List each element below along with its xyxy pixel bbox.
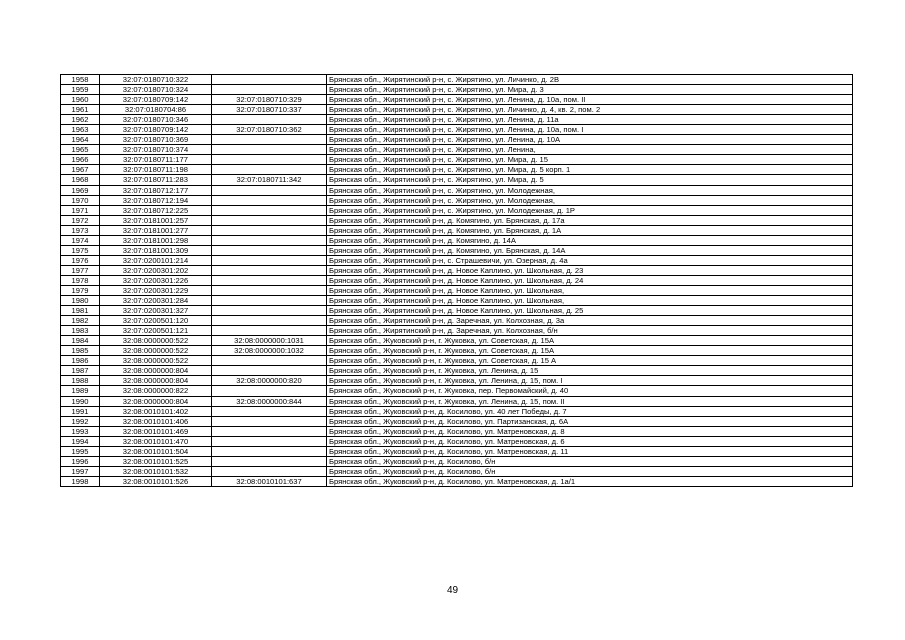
- cadastral-number-cell: 32:07:0180711:283: [100, 175, 212, 185]
- cadastral-number-cell: 32:07:0200301:229: [100, 285, 212, 295]
- cadastral-number-cell: 32:08:0010101:526: [100, 476, 212, 486]
- cadastral-number-cell: 32:07:0200101:214: [100, 255, 212, 265]
- row-number-cell: 1981: [61, 306, 100, 316]
- cadastral-number-cell: 32:08:0010101:525: [100, 456, 212, 466]
- table-row: [61, 466, 853, 476]
- row-number-cell: 1972: [61, 215, 100, 225]
- address-cell: Брянская обл., Жирятинский р-н, с. Жирятино, ул. Молодежная, д. 1Р: [327, 205, 853, 215]
- table-row: [61, 105, 853, 115]
- cadastral-number-cell: 32:07:0180709:142: [100, 125, 212, 135]
- parent-cadastral-number-cell: [212, 155, 327, 165]
- row-number-cell: 1994: [61, 436, 100, 446]
- cadastral-number-cell: 32:07:0200501:121: [100, 326, 212, 336]
- cadastral-number-cell: 32:08:0010101:402: [100, 406, 212, 416]
- table-row: [61, 265, 853, 275]
- parent-cadastral-number-cell: 32:08:0000000:1031: [212, 336, 327, 346]
- table-row: [61, 426, 853, 436]
- address-cell: Брянская обл., Жирятинский р-н, с. Жирятино, ул. Ленина,: [327, 145, 853, 155]
- row-number-cell: 1962: [61, 115, 100, 125]
- address-cell: Брянская обл., Жирятинский р-н, с. Жирятино, ул. Мира, д. 15: [327, 155, 853, 165]
- cadastral-number-cell: 32:07:0180712:225: [100, 205, 212, 215]
- parent-cadastral-number-cell: [212, 115, 327, 125]
- row-number-cell: 1987: [61, 366, 100, 376]
- parent-cadastral-number-cell: [212, 275, 327, 285]
- parent-cadastral-number-cell: [212, 145, 327, 155]
- address-cell: Брянская обл., Жуковский р-н, д. Косилово, ул. Матреновская, д. 11: [327, 446, 853, 456]
- parent-cadastral-number-cell: [212, 235, 327, 245]
- table-row: [61, 245, 853, 255]
- row-number-cell: 1990: [61, 396, 100, 406]
- cadastral-number-cell: 32:07:0200301:226: [100, 275, 212, 285]
- row-number-cell: 1977: [61, 265, 100, 275]
- address-cell: Брянская обл., Жуковский р-н, г. Жуковка, ул. Советская, д. 15А: [327, 336, 853, 346]
- table-row: [61, 356, 853, 366]
- parent-cadastral-number-cell: [212, 386, 327, 396]
- table-row: [61, 346, 853, 356]
- cadastral-number-cell: 32:07:0180712:194: [100, 195, 212, 205]
- address-cell: Брянская обл., Жуковский р-н, г. Жуковка, ул. Ленина, д. 15, пом. II: [327, 396, 853, 406]
- cadastral-number-cell: 32:08:0010101:470: [100, 436, 212, 446]
- parent-cadastral-number-cell: [212, 265, 327, 275]
- cadastral-number-cell: 32:08:0010101:406: [100, 416, 212, 426]
- cadastral-number-cell: 32:08:0000000:804: [100, 366, 212, 376]
- page-number: 49: [446, 585, 459, 596]
- address-cell: Брянская обл., Жирятинский р-н, с. Жирятино, ул. Молодежная,: [327, 195, 853, 205]
- row-number-cell: 1996: [61, 456, 100, 466]
- cadastral-number-cell: 32:07:0180709:142: [100, 95, 212, 105]
- table-row: [61, 205, 853, 215]
- parent-cadastral-number-cell: [212, 466, 327, 476]
- row-number-cell: 1997: [61, 466, 100, 476]
- row-number-cell: 1963: [61, 125, 100, 135]
- address-cell: Брянская обл., Жирятинский р-н, с. Жирятино, ул. Мира, д. 5 корп. 1: [327, 165, 853, 175]
- table-row: [61, 115, 853, 125]
- parent-cadastral-number-cell: [212, 326, 327, 336]
- table-row: [61, 215, 853, 225]
- row-number-cell: 1971: [61, 205, 100, 215]
- cadastral-number-cell: 32:08:0000000:822: [100, 386, 212, 396]
- address-cell: Брянская обл., Жирятинский р-н, с. Жирятино, ул. Ленина, д. 10А: [327, 135, 853, 145]
- row-number-cell: 1976: [61, 255, 100, 265]
- table-row: [61, 165, 853, 175]
- address-cell: Брянская обл., Жуковский р-н, г. Жуковка, пер. Первомайский, д. 40: [327, 386, 853, 396]
- row-number-cell: 1969: [61, 185, 100, 195]
- address-cell: Брянская обл., Жирятинский р-н, с. Жирятино, ул. Личинко, д. 2В: [327, 75, 853, 85]
- table-row: [61, 285, 853, 295]
- table-row: [61, 366, 853, 376]
- table-row: [61, 406, 853, 416]
- address-cell: Брянская обл., Жирятинский р-н, д. Комягино, ул. Брянская, д. 14А: [327, 245, 853, 255]
- cadastral-number-cell: 32:07:0180711:177: [100, 155, 212, 165]
- row-number-cell: 1979: [61, 285, 100, 295]
- table-row: [61, 296, 853, 306]
- address-cell: Брянская обл., Жирятинский р-н, с. Жирятино, ул. Мира, д. 3: [327, 85, 853, 95]
- parent-cadastral-number-cell: [212, 135, 327, 145]
- parent-cadastral-number-cell: 32:07:0180710:337: [212, 105, 327, 115]
- parent-cadastral-number-cell: [212, 195, 327, 205]
- parent-cadastral-number-cell: [212, 165, 327, 175]
- cadastral-number-cell: 32:07:0180704:86: [100, 105, 212, 115]
- parent-cadastral-number-cell: [212, 356, 327, 366]
- table-row: [61, 85, 853, 95]
- parent-cadastral-number-cell: 32:07:0180711:342: [212, 175, 327, 185]
- address-cell: Брянская обл., Жирятинский р-н, д. Новое Каплино, ул. Школьная, д. 24: [327, 275, 853, 285]
- table-row: [61, 235, 853, 245]
- parent-cadastral-number-cell: 32:08:0000000:1032: [212, 346, 327, 356]
- row-number-cell: 1966: [61, 155, 100, 165]
- parent-cadastral-number-cell: 32:08:0000000:844: [212, 396, 327, 406]
- cadastral-number-cell: 32:07:0180711:198: [100, 165, 212, 175]
- table-row: [61, 75, 853, 85]
- cadastral-number-cell: 32:08:0010101:532: [100, 466, 212, 476]
- row-number-cell: 1985: [61, 346, 100, 356]
- cadastral-number-cell: 32:07:0180710:324: [100, 85, 212, 95]
- table-row: [61, 225, 853, 235]
- address-cell: Брянская обл., Жирятинский р-н, с. Страшевичи, ул. Озерная, д. 4а: [327, 255, 853, 265]
- parent-cadastral-number-cell: [212, 205, 327, 215]
- row-number-cell: 1973: [61, 225, 100, 235]
- table-row: [61, 275, 853, 285]
- parent-cadastral-number-cell: [212, 316, 327, 326]
- table-row: [61, 255, 853, 265]
- parent-cadastral-number-cell: [212, 285, 327, 295]
- cadastral-number-cell: 32:07:0180710:346: [100, 115, 212, 125]
- row-number-cell: 1967: [61, 165, 100, 175]
- parent-cadastral-number-cell: [212, 296, 327, 306]
- parent-cadastral-number-cell: [212, 416, 327, 426]
- address-cell: Брянская обл., Жирятинский р-н, д. Новое Каплино, ул. Школьная, д. 25: [327, 306, 853, 316]
- table-row: [61, 476, 853, 486]
- table-row: [61, 326, 853, 336]
- address-cell: Брянская обл., Жирятинский р-н, с. Жирятино, ул. Ленина, д. 10а, пом. I: [327, 125, 853, 135]
- parent-cadastral-number-cell: [212, 75, 327, 85]
- parent-cadastral-number-cell: [212, 185, 327, 195]
- parent-cadastral-number-cell: [212, 426, 327, 436]
- cadastral-number-cell: 32:08:0010101:504: [100, 446, 212, 456]
- table-row: [61, 376, 853, 386]
- address-cell: Брянская обл., Жуковский р-н, д. Косилово, б/н: [327, 466, 853, 476]
- parent-cadastral-number-cell: 32:07:0180710:362: [212, 125, 327, 135]
- row-number-cell: 1961: [61, 105, 100, 115]
- address-cell: Брянская обл., Жуковский р-н, д. Косилово, ул. Матреновская, д. 1а/1: [327, 476, 853, 486]
- cadastral-number-cell: 32:07:0200501:120: [100, 316, 212, 326]
- table-row: [61, 316, 853, 326]
- row-number-cell: 1988: [61, 376, 100, 386]
- cadastral-number-cell: 32:07:0181001:277: [100, 225, 212, 235]
- parent-cadastral-number-cell: [212, 366, 327, 376]
- table-row: [61, 446, 853, 456]
- table-row: [61, 155, 853, 165]
- parent-cadastral-number-cell: 32:08:0010101:637: [212, 476, 327, 486]
- register-table-body: [61, 75, 853, 487]
- table-row: [61, 145, 853, 155]
- address-cell: Брянская обл., Жирятинский р-н, д. Новое Каплино, ул. Школьная,: [327, 296, 853, 306]
- table-row: [61, 95, 853, 105]
- address-cell: Брянская обл., Жуковский р-н, д. Косилово, ул. Партизанская, д. 6А: [327, 416, 853, 426]
- address-cell: Брянская обл., Жуковский р-н, г. Жуковка, ул. Ленина, д. 15: [327, 366, 853, 376]
- row-number-cell: 1992: [61, 416, 100, 426]
- row-number-cell: 1970: [61, 195, 100, 205]
- address-cell: Брянская обл., Жуковский р-н, г. Жуковка, ул. Советская, д. 15 А: [327, 356, 853, 366]
- row-number-cell: 1968: [61, 175, 100, 185]
- parent-cadastral-number-cell: [212, 215, 327, 225]
- row-number-cell: 1958: [61, 75, 100, 85]
- table-row: [61, 386, 853, 396]
- table-row: [61, 436, 853, 446]
- address-cell: Брянская обл., Жуковский р-н, г. Жуковка, ул. Советская, д. 15А: [327, 346, 853, 356]
- parent-cadastral-number-cell: [212, 255, 327, 265]
- cadastral-number-cell: 32:07:0180710:369: [100, 135, 212, 145]
- cadastral-number-cell: 32:07:0180712:177: [100, 185, 212, 195]
- address-cell: Брянская обл., Жирятинский р-н, д. Заречная, ул. Колхозная, б/н: [327, 326, 853, 336]
- address-cell: Брянская обл., Жирятинский р-н, д. Комягино, ул. Брянская, д. 17а: [327, 215, 853, 225]
- property-register-table: [60, 74, 853, 487]
- row-number-cell: 1991: [61, 406, 100, 416]
- table-row: [61, 416, 853, 426]
- cadastral-number-cell: 32:08:0000000:522: [100, 336, 212, 346]
- cadastral-number-cell: 32:08:0000000:522: [100, 346, 212, 356]
- parent-cadastral-number-cell: [212, 446, 327, 456]
- parent-cadastral-number-cell: [212, 306, 327, 316]
- row-number-cell: 1995: [61, 446, 100, 456]
- address-cell: Брянская обл., Жирятинский р-н, с. Жирятино, ул. Личинко, д. 4, кв. 2, пом. 2: [327, 105, 853, 115]
- table-row: [61, 336, 853, 346]
- cadastral-number-cell: 32:07:0181001:257: [100, 215, 212, 225]
- table-row: [61, 135, 853, 145]
- cadastral-number-cell: 32:08:0000000:804: [100, 396, 212, 406]
- cadastral-number-cell: 32:08:0000000:804: [100, 376, 212, 386]
- address-cell: Брянская обл., Жирятинский р-н, с. Жирятино, ул. Ленина, д. 10а, пом. II: [327, 95, 853, 105]
- parent-cadastral-number-cell: [212, 245, 327, 255]
- row-number-cell: 1980: [61, 296, 100, 306]
- address-cell: Брянская обл., Жирятинский р-н, д. Новое Каплино, ул. Школьная, д. 23: [327, 265, 853, 275]
- row-number-cell: 1982: [61, 316, 100, 326]
- address-cell: Брянская обл., Жуковский р-н, д. Косилово, ул. Матреновская, д. 6: [327, 436, 853, 446]
- address-cell: Брянская обл., Жуковский р-н, д. Косилово, ул. Матреновская, д. 8: [327, 426, 853, 436]
- table-row: [61, 456, 853, 466]
- address-cell: Брянская обл., Жуковский р-н, д. Косилово, б/н: [327, 456, 853, 466]
- row-number-cell: 1960: [61, 95, 100, 105]
- cadastral-number-cell: 32:07:0181001:309: [100, 245, 212, 255]
- cadastral-number-cell: 32:07:0180710:322: [100, 75, 212, 85]
- parent-cadastral-number-cell: [212, 85, 327, 95]
- row-number-cell: 1998: [61, 476, 100, 486]
- address-cell: Брянская обл., Жуковский р-н, г. Жуковка, ул. Ленина, д. 15, пом. I: [327, 376, 853, 386]
- cadastral-number-cell: 32:08:0000000:522: [100, 356, 212, 366]
- table-row: [61, 125, 853, 135]
- table-row: [61, 175, 853, 185]
- parent-cadastral-number-cell: [212, 406, 327, 416]
- row-number-cell: 1986: [61, 356, 100, 366]
- row-number-cell: 1975: [61, 245, 100, 255]
- cadastral-number-cell: 32:07:0200301:202: [100, 265, 212, 275]
- row-number-cell: 1984: [61, 336, 100, 346]
- cadastral-number-cell: 32:07:0200301:327: [100, 306, 212, 316]
- row-number-cell: 1964: [61, 135, 100, 145]
- cadastral-number-cell: 32:07:0181001:298: [100, 235, 212, 245]
- parent-cadastral-number-cell: 32:07:0180710:329: [212, 95, 327, 105]
- row-number-cell: 1965: [61, 145, 100, 155]
- address-cell: Брянская обл., Жуковский р-н, д. Косилово, ул. 40 лет Победы, д. 7: [327, 406, 853, 416]
- cadastral-number-cell: 32:07:0180710:374: [100, 145, 212, 155]
- row-number-cell: 1959: [61, 85, 100, 95]
- row-number-cell: 1983: [61, 326, 100, 336]
- parent-cadastral-number-cell: [212, 225, 327, 235]
- row-number-cell: 1989: [61, 386, 100, 396]
- address-cell: Брянская обл., Жирятинский р-н, с. Жирятино, ул. Молодежная,: [327, 185, 853, 195]
- address-cell: Брянская обл., Жирятинский р-н, д. Заречная, ул. Колхозная, д. 3а: [327, 316, 853, 326]
- table-row: [61, 195, 853, 205]
- row-number-cell: 1978: [61, 275, 100, 285]
- table-row: [61, 185, 853, 195]
- parent-cadastral-number-cell: [212, 456, 327, 466]
- row-number-cell: 1974: [61, 235, 100, 245]
- address-cell: Брянская обл., Жирятинский р-н, д. Комягино, д. 14А: [327, 235, 853, 245]
- cadastral-number-cell: 32:08:0010101:469: [100, 426, 212, 436]
- address-cell: Брянская обл., Жирятинский р-н, д. Комягино, ул. Брянская, д. 1А: [327, 225, 853, 235]
- address-cell: Брянская обл., Жирятинский р-н, с. Жирятино, ул. Ленина, д. 11а: [327, 115, 853, 125]
- table-row: [61, 396, 853, 406]
- row-number-cell: 1993: [61, 426, 100, 436]
- parent-cadastral-number-cell: 32:08:0000000:820: [212, 376, 327, 386]
- table-row: [61, 306, 853, 316]
- parent-cadastral-number-cell: [212, 436, 327, 446]
- address-cell: Брянская обл., Жирятинский р-н, с. Жирятино, ул. Мира, д. 5: [327, 175, 853, 185]
- address-cell: Брянская обл., Жирятинский р-н, д. Новое Каплино, ул. Школьная,: [327, 285, 853, 295]
- cadastral-number-cell: 32:07:0200301:284: [100, 296, 212, 306]
